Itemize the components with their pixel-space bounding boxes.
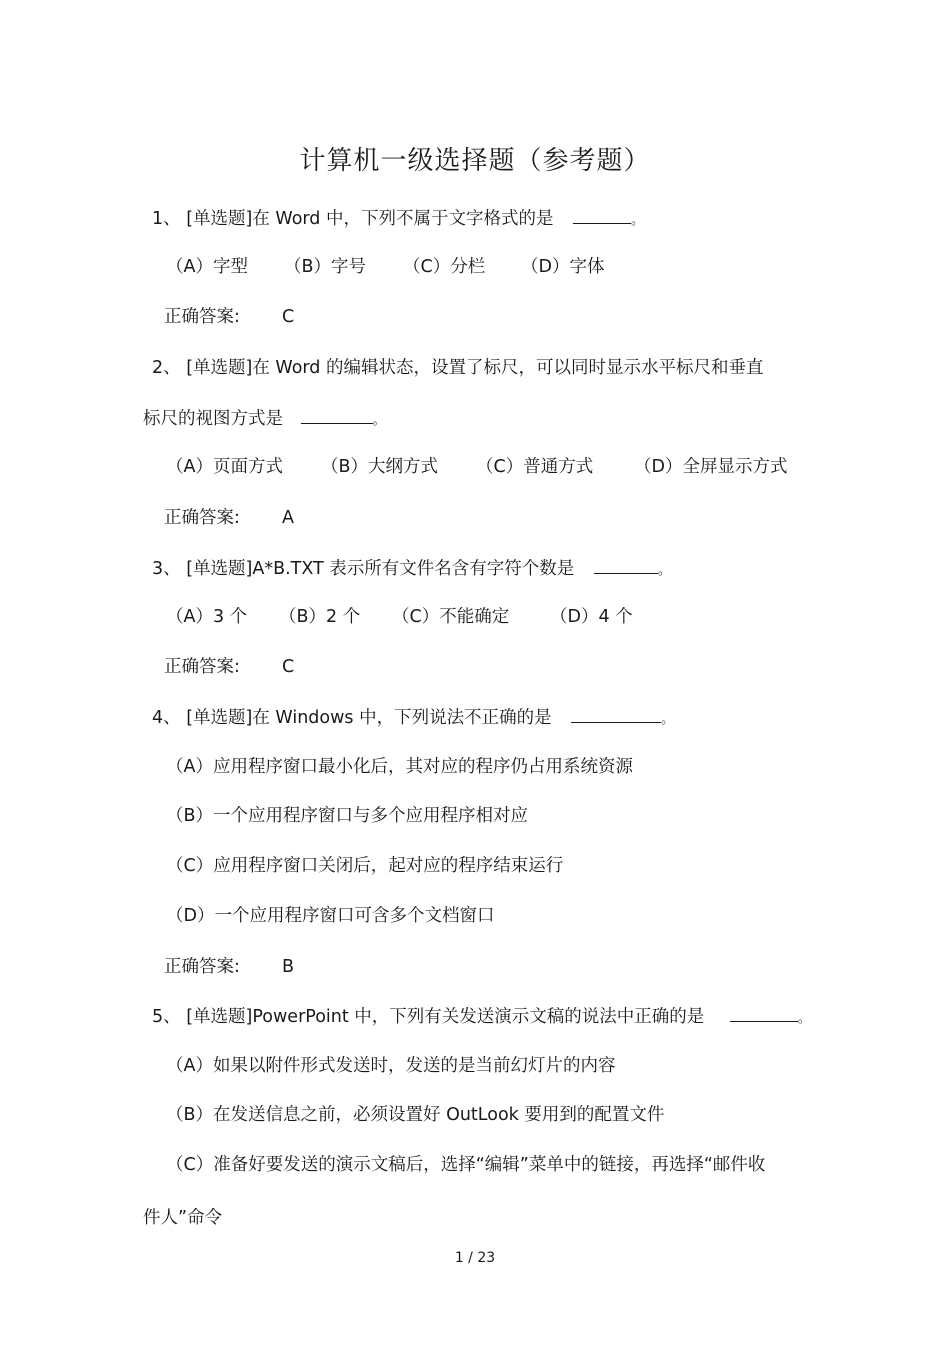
question-1-answer: C: [282, 307, 295, 327]
question-4-option-b: （B）一个应用程序窗口与多个应用程序相对应: [166, 806, 529, 826]
question-2-answer: A: [282, 508, 294, 528]
period: 。: [797, 1011, 811, 1026]
question-3-option-c: （C）不能确定: [392, 607, 510, 627]
answer-label: 正确答案:: [164, 307, 240, 327]
question-5-stem: [152, 1004, 811, 1031]
question-3-option-b: （B）2 个: [279, 607, 361, 627]
question-4-stem: [152, 705, 674, 732]
period: 。: [657, 563, 671, 578]
question-4-option-d: （D）一个应用程序窗口可含多个文档窗口: [166, 906, 495, 926]
answer-blank: [730, 1004, 798, 1022]
answer-label: 正确答案:: [164, 508, 240, 528]
answer-blank: [573, 206, 631, 224]
question-2-stem: 2、 [单选题]在 Word 的编辑状态，设置了标尺，可以同时显示水平标尺和垂直: [152, 358, 764, 378]
answer-label: 正确答案:: [164, 657, 240, 677]
question-4-text: 4、 [单选题]在 Windows 中，下列说法不正确的是: [152, 708, 552, 728]
answer-blank: [301, 406, 373, 424]
question-3-option-a: （A）3 个: [166, 607, 248, 627]
question-1-stem: [152, 206, 644, 233]
question-2-option-c: （C）普通方式: [476, 457, 594, 477]
question-2-text: 标尺的视图方式是: [143, 409, 283, 429]
question-1-option-a: （A）字型: [166, 257, 248, 277]
question-4-option-a: （A）应用程序窗口最小化后，其对应的程序仍占用系统资源: [166, 757, 633, 777]
question-5-option-a: （A）如果以附件形式发送时，发送的是当前幻灯片的内容: [166, 1056, 616, 1076]
period: 。: [631, 213, 645, 228]
question-1-option-c: （C）分栏: [403, 257, 486, 277]
question-5-option-c-wrap: 件人”命令: [143, 1208, 223, 1228]
question-1-text: 1、 [单选题]在 Word 中，下列不属于文字格式的是: [152, 209, 554, 229]
question-3-option-d: （D）4 个: [550, 607, 633, 627]
question-5-option-b: （B）在发送信息之前，必须设置好 OutLook 要用到的配置文件: [166, 1105, 665, 1125]
page-number: 1 / 23: [454, 1250, 496, 1266]
period: 。: [661, 712, 675, 727]
question-4-answer: B: [282, 957, 295, 977]
question-2-option-d: （D）全屏显示方式: [634, 457, 788, 477]
question-5-text: 5、 [单选题]PowerPoint 中，下列有关发送演示文稿的说法中正确的是: [152, 1007, 705, 1027]
question-4-option-c: （C）应用程序窗口关闭后，起对应的程序结束运行: [166, 856, 564, 876]
answer-blank: [571, 705, 661, 723]
answer-label: 正确答案:: [164, 957, 240, 977]
question-5-option-c: （C）准备好要发送的演示文稿后，选择“编辑”菜单中的链接，再选择“邮件收: [166, 1155, 766, 1175]
document-title: 计算机一级选择题（参考题）: [299, 146, 651, 176]
question-2-option-b: （B）大纲方式: [321, 457, 439, 477]
question-1-option-b: （B）字号: [284, 257, 367, 277]
period: 。: [372, 413, 386, 428]
question-2-stem-line2: [143, 406, 386, 433]
question-3-answer: C: [282, 657, 295, 677]
question-3-text: 3、 [单选题]A*B.TXT 表示所有文件名含有字符个数是: [152, 559, 575, 579]
question-3-stem: [152, 556, 671, 583]
question-2-option-a: （A）页面方式: [166, 457, 283, 477]
question-1-option-d: （D）字体: [521, 257, 605, 277]
answer-blank: [594, 556, 658, 574]
